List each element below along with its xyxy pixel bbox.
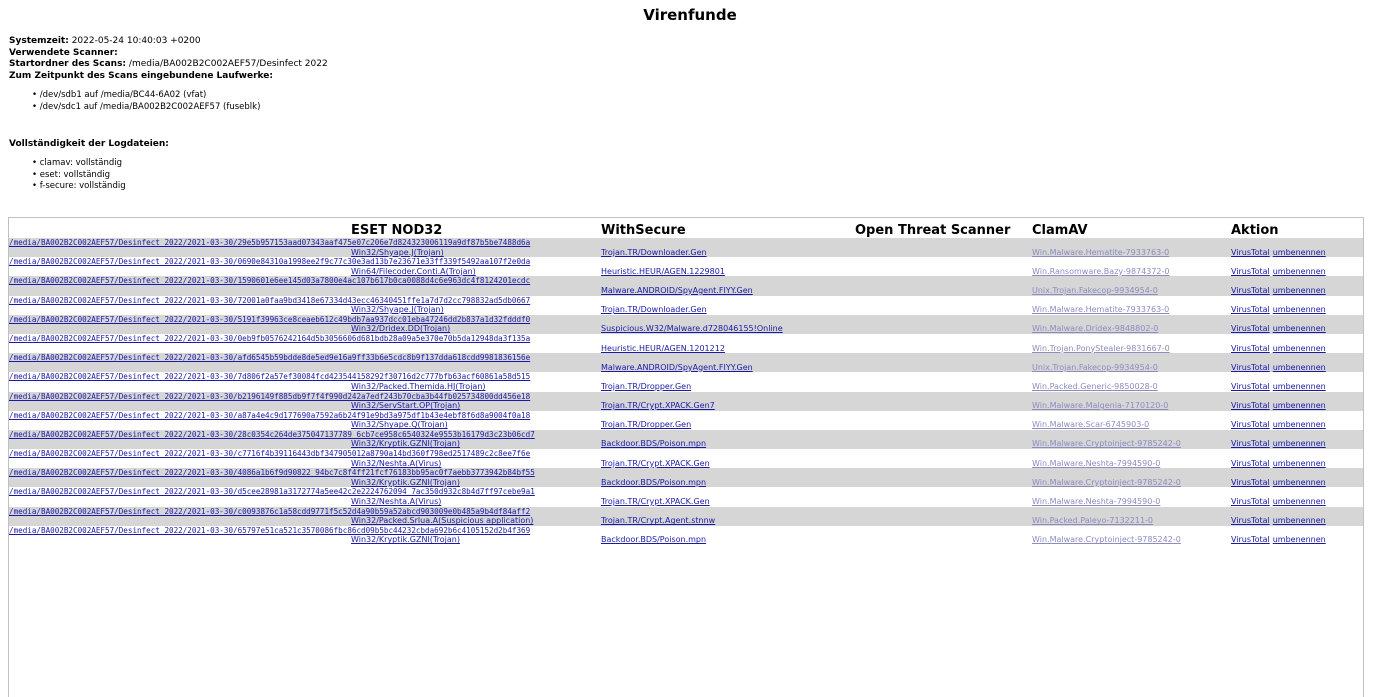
- ots-cell: [855, 382, 1032, 392]
- virustotal-link[interactable]: VirusTotal: [1231, 324, 1270, 334]
- eset-detection-link[interactable]: Win64/Filecoder.Conti.A(Trojan): [351, 266, 476, 276]
- action-cell: [1231, 382, 1363, 392]
- withsecure-cell: [601, 478, 855, 488]
- withsecure-detection-link[interactable]: Suspicious.W32/Malware.d728046155!Online: [601, 324, 783, 334]
- action-cell: [1231, 420, 1363, 430]
- rename-link[interactable]: umbenennen: [1272, 401, 1326, 411]
- spacer-cell: [9, 382, 351, 392]
- clamav-cell: [1032, 478, 1231, 488]
- detection-row: [9, 535, 1363, 545]
- file-path-link[interactable]: /media/BA002B2C002AEF57/Desinfect 2022/2021-03-30/29e5b957153aad07343aaf475e07c206e7d824323006119a9df87b5be7488d6a: [9, 238, 531, 247]
- results-body: [9, 238, 1363, 545]
- spacer-cell: [9, 516, 351, 526]
- ots-cell: [855, 344, 1032, 354]
- file-path-cell: [9, 257, 1363, 267]
- file-path-cell: [9, 411, 1363, 421]
- file-path-link[interactable]: /media/BA002B2C002AEF57/Desinfect 2022/2021-03-30/afd6545b59bdde8de5ed9e16a9ff33b6e5cdc8b9f137dda618cdd9981836156e: [9, 353, 531, 363]
- spacer-cell: [9, 401, 351, 411]
- withsecure-detection-link[interactable]: Backdoor.BDS/Poison.mpn: [601, 439, 707, 449]
- detection-row: [9, 248, 1363, 258]
- ots-cell: [855, 248, 1032, 258]
- completeness-item: • clamav: vollständig: [32, 158, 1380, 170]
- virustotal-link[interactable]: VirusTotal: [1231, 247, 1270, 257]
- results-table: [9, 218, 1363, 545]
- file-path-link[interactable]: /media/BA002B2C002AEF57/Desinfect 2022/2021-03-30/65797e51ca521c3570086fbc86cd09b5bc44232cbda692b6c4105152d2b4f369: [9, 525, 531, 535]
- rename-link[interactable]: umbenennen: [1272, 362, 1326, 372]
- withsecure-cell: [601, 439, 855, 449]
- clamav-detection-link[interactable]: Win.Malware.Malgenia-7170120-0: [1032, 401, 1169, 411]
- drive-item: • /dev/sdb1 auf /media/BC44-6A02 (vfat): [32, 90, 1380, 102]
- file-path-link[interactable]: /media/BA002B2C002AEF57/Desinfect 2022/2021-03-30/72001a0faa9bd3418e67334d43ecc46340451ffe1a7d7d2cc798832ad5db0667: [9, 295, 531, 305]
- eset-detection-link[interactable]: Win32/Kryptik.GZNI(Trojan): [351, 477, 460, 487]
- clamav-cell: [1032, 305, 1231, 315]
- completeness-item: • f-secure: vollständig: [32, 181, 1380, 193]
- eset-cell: [351, 478, 601, 488]
- file-path-row: [9, 353, 1363, 363]
- withsecure-cell: [601, 420, 855, 430]
- detection-row: [9, 344, 1363, 354]
- clamav-detection-link[interactable]: Win.Malware.Hematite-7933763-0: [1032, 247, 1170, 257]
- file-path-cell: [9, 507, 1363, 517]
- ots-cell: [855, 363, 1032, 373]
- eset-detection-link[interactable]: Win32/Shyape.Q(Trojan): [351, 420, 448, 430]
- file-path-row: [9, 487, 1363, 497]
- file-path-row: [9, 315, 1363, 325]
- eset-cell: [351, 248, 601, 258]
- file-path-cell: [9, 315, 1363, 325]
- systemzeit-value: 2022-05-24 10:40:03 +0200: [71, 36, 201, 46]
- withsecure-cell: [601, 344, 855, 354]
- clamav-detection-link[interactable]: Win.Malware.Hematite-7933763-0: [1032, 305, 1170, 315]
- spacer-cell: [9, 267, 351, 277]
- eset-header: ESET NOD32: [351, 223, 443, 238]
- startordner-line: [9, 59, 1380, 71]
- clamav-cell: [1032, 382, 1231, 392]
- ots-cell: [855, 286, 1032, 296]
- file-path-row: [9, 276, 1363, 286]
- virustotal-link[interactable]: VirusTotal: [1231, 477, 1270, 487]
- withsecure-cell: [601, 535, 855, 545]
- virustotal-link[interactable]: VirusTotal: [1231, 343, 1270, 353]
- spacer-cell: [9, 248, 351, 258]
- clamav-cell: [1032, 535, 1231, 545]
- ots-cell: [855, 267, 1032, 277]
- ots-header: Open Threat Scanner: [855, 223, 1011, 238]
- file-path-link[interactable]: /media/BA002B2C002AEF57/Desinfect 2022/2021-03-30/7d806f2a57ef30084fcd423544158292f30716d2c777bfb63acf60861a58d515: [9, 372, 531, 382]
- file-path-cell: [9, 276, 1363, 286]
- withsecure-cell: [601, 305, 855, 315]
- rename-link[interactable]: umbenennen: [1272, 497, 1326, 507]
- file-path-row: [9, 449, 1363, 459]
- action-cell: [1231, 324, 1363, 334]
- withsecure-cell: [601, 363, 855, 373]
- file-path-row: [9, 526, 1363, 536]
- eset-cell: [351, 324, 601, 334]
- file-path-cell: [9, 430, 1363, 440]
- file-path-cell: [9, 238, 1363, 248]
- detection-row: [9, 382, 1363, 392]
- withsecure-cell: [601, 267, 855, 277]
- virustotal-link[interactable]: VirusTotal: [1231, 401, 1270, 411]
- action-cell: [1231, 344, 1363, 354]
- scanner-line: [9, 48, 1380, 60]
- clamav-cell: [1032, 363, 1231, 373]
- file-path-cell: [9, 296, 1363, 306]
- systemzeit-label: Systemzeit:: [9, 36, 69, 46]
- file-path-row: [9, 257, 1363, 267]
- eset-cell: [351, 401, 601, 411]
- withsecure-detection-link[interactable]: Trojan.TR/Crypt.XPACK.Gen7: [601, 401, 715, 411]
- file-path-link[interactable]: /media/BA002B2C002AEF57/Desinfect 2022/2021-03-30/c7716f4b39116443dbf347905012a8790a14bd360f798ed2517489c2c8ee7f6e: [9, 449, 531, 459]
- file-path-row: [9, 334, 1363, 344]
- virustotal-link[interactable]: VirusTotal: [1231, 458, 1270, 468]
- clamav-cell: [1032, 401, 1231, 411]
- action-cell: [1231, 516, 1363, 526]
- clamav-cell: [1032, 497, 1231, 507]
- clamav-detection-link[interactable]: Win.Malware.Neshta-7994590-0: [1032, 458, 1161, 468]
- action-cell: [1231, 497, 1363, 507]
- rename-link[interactable]: umbenennen: [1272, 285, 1326, 295]
- drive-list: [32, 90, 1380, 113]
- detection-row: [9, 478, 1363, 488]
- file-path-row: [9, 372, 1363, 382]
- ots-cell: [855, 324, 1032, 334]
- withsecure-cell: [601, 382, 855, 392]
- virustotal-link[interactable]: VirusTotal: [1231, 535, 1270, 545]
- virustotal-link[interactable]: VirusTotal: [1231, 305, 1270, 315]
- clamav-detection-link[interactable]: Unix.Trojan.Fakecop-9934954-0: [1032, 362, 1158, 372]
- spacer-cell: [9, 363, 351, 373]
- file-path-row: [9, 507, 1363, 517]
- clamav-detection-link[interactable]: Win.Malware.Neshta-7994590-0: [1032, 497, 1161, 507]
- eset-cell: [351, 516, 601, 526]
- withsecure-cell: [601, 324, 855, 334]
- file-path-link[interactable]: /media/BA002B2C002AEF57/Desinfect 2022/2021-03-30/1590601e6ee145d03a7800e4ac107b617b0ca0088d4c6e963dc4f8124201ecdc: [9, 276, 531, 286]
- systemzeit-line: [9, 36, 1380, 48]
- clamav-cell: [1032, 267, 1231, 277]
- file-path-link[interactable]: /media/BA002B2C002AEF57/Desinfect 2022/2021-03-30/a87a4e4c9d177690a7592a6b24f91e9bd3a975df1b43e4ebf8f6d8a9004f0a18: [9, 410, 531, 420]
- rename-link[interactable]: umbenennen: [1272, 516, 1326, 526]
- action-cell: [1231, 267, 1363, 277]
- file-path-cell: [9, 392, 1363, 402]
- file-path-link[interactable]: /media/BA002B2C002AEF57/Desinfect 2022/2021-03-30/0eb9fb0576242164d5b3056606d681bdb28a09a5e370e70b5da12948da3f135a: [9, 333, 531, 343]
- eset-cell: [351, 459, 601, 469]
- startordner-label: Startordner des Scans:: [9, 59, 127, 69]
- rename-link[interactable]: umbenennen: [1272, 247, 1326, 257]
- eset-cell: [351, 305, 601, 315]
- virustotal-link[interactable]: VirusTotal: [1231, 285, 1270, 295]
- virustotal-link[interactable]: VirusTotal: [1231, 381, 1270, 391]
- eset-detection-link[interactable]: Win32/Kryptik.GZNI(Trojan): [351, 439, 460, 449]
- eset-cell: [351, 382, 601, 392]
- spacer-cell: [9, 478, 351, 488]
- file-path-link[interactable]: /media/BA002B2C002AEF57/Desinfect 2022/2021-03-30/d5cee28981a3172774a5ee42c2e2224762094 7ac350d932c8b4d7ff97cebe9a1: [9, 487, 535, 497]
- eset-cell: [351, 497, 601, 507]
- detection-row: [9, 363, 1363, 373]
- clamav-detection-link[interactable]: Unix.Trojan.Fakecop-9934954-0: [1032, 285, 1158, 295]
- spacer-cell: [9, 286, 351, 296]
- withsecure-detection-link[interactable]: Heuristic.HEUR/AGEN.1229801: [601, 266, 725, 276]
- eset-detection-link[interactable]: Win32/Neshta.A(Virus): [351, 497, 442, 507]
- withsecure-detection-link[interactable]: Backdoor.BDS/Poison.mpn: [601, 477, 707, 487]
- clamav-detection-link[interactable]: Win.Malware.Dridex-9848802-0: [1032, 324, 1159, 334]
- eset-detection-link[interactable]: Win32/Packed.Themida.HJ(Trojan): [351, 381, 486, 391]
- withsecure-cell: [601, 286, 855, 296]
- file-path-cell: [9, 334, 1363, 344]
- action-cell: [1231, 401, 1363, 411]
- rename-link[interactable]: umbenennen: [1272, 535, 1326, 545]
- withsecure-detection-link[interactable]: Malware.ANDROID/SpyAgent.FIYY.Gen: [601, 362, 753, 372]
- file-path-row: [9, 411, 1363, 421]
- action-cell: [1231, 363, 1363, 373]
- clamav-cell: [1032, 420, 1231, 430]
- file-path-link[interactable]: /media/BA002B2C002AEF57/Desinfect 2022/2021-03-30/c0093876c1a58cdd9771f5c52d4a90b59a52abcd903009e0b485a9b4df84aff2: [9, 506, 531, 516]
- laufwerke-line: [9, 71, 1380, 83]
- rename-link[interactable]: umbenennen: [1272, 266, 1326, 276]
- ots-cell: [855, 516, 1032, 526]
- spacer-cell: [9, 497, 351, 507]
- eset-cell: [351, 439, 601, 449]
- action-cell: [1231, 439, 1363, 449]
- detection-row: [9, 267, 1363, 277]
- clamav-cell: [1032, 248, 1231, 258]
- detection-row: [9, 324, 1363, 334]
- clamav-detection-link[interactable]: Win.Packed.Paleyo-7132211-0: [1032, 516, 1154, 526]
- eset-cell: [351, 344, 601, 354]
- virustotal-link[interactable]: VirusTotal: [1231, 420, 1270, 430]
- clamav-cell: [1032, 459, 1231, 469]
- file-path-row: [9, 238, 1363, 248]
- eset-detection-link[interactable]: Win32/Shyape.J(Trojan): [351, 247, 444, 257]
- action-cell: [1231, 305, 1363, 315]
- virustotal-link[interactable]: VirusTotal: [1231, 439, 1270, 449]
- scan-meta: [9, 36, 1380, 82]
- withsecure-cell: [601, 248, 855, 258]
- detection-row: [9, 401, 1363, 411]
- clamav-detection-link[interactable]: Win.Ransomware.Bazy-9874372-0: [1032, 266, 1170, 276]
- action-cell: [1231, 459, 1363, 469]
- virustotal-link[interactable]: VirusTotal: [1231, 516, 1270, 526]
- clamav-cell: [1032, 344, 1231, 354]
- action-cell: [1231, 248, 1363, 258]
- ots-cell: [855, 535, 1032, 545]
- file-path-cell: [9, 449, 1363, 459]
- rename-link[interactable]: umbenennen: [1272, 324, 1326, 334]
- file-path-cell: [9, 353, 1363, 363]
- rename-link[interactable]: umbenennen: [1272, 305, 1326, 315]
- clamav-header: ClamAV: [1032, 223, 1088, 238]
- virustotal-link[interactable]: VirusTotal: [1231, 266, 1270, 276]
- file-path-link[interactable]: /media/BA002B2C002AEF57/Desinfect 2022/2021-03-30/b2196149f885db9f7f4f990d242a7edf243b70cba3b44fb025734800dd456e18: [9, 391, 531, 401]
- action-cell: [1231, 535, 1363, 545]
- file-path-link[interactable]: /media/BA002B2C002AEF57/Desinfect 2022/2021-03-30/28c0354c264de375047137789 6cb7ce958c6540324e9553b16179d3c23b06cd7: [9, 429, 535, 439]
- file-path-link[interactable]: /media/BA002B2C002AEF57/Desinfect 2022/2021-03-30/4086a1b6f9d90822 94bc7c8f4ff21fcf76183bb95ac0f7aebb3773942b84bf55: [9, 468, 535, 478]
- withsecure-detection-link[interactable]: Trojan.TR/Crypt.Agent.stnnw: [601, 516, 716, 526]
- spacer-cell: [9, 324, 351, 334]
- withsecure-cell: [601, 401, 855, 411]
- drive-item: • /dev/sdc1 auf /media/BA002B2C002AEF57 (fuseblk): [32, 102, 1380, 114]
- withsecure-cell: [601, 497, 855, 507]
- withsecure-detection-link[interactable]: Trojan.TR/Crypt.XPACK.Gen: [601, 458, 710, 468]
- scanner-label: Verwendete Scanner:: [9, 47, 118, 58]
- rename-link[interactable]: umbenennen: [1272, 439, 1326, 449]
- file-path-cell: [9, 372, 1363, 382]
- spacer-cell: [9, 344, 351, 354]
- withsecure-detection-link[interactable]: Trojan.TR/Dropper.Gen: [601, 381, 692, 391]
- detection-row: [9, 516, 1363, 526]
- clamav-detection-link[interactable]: Win.Malware.Scar-6745903-0: [1032, 420, 1150, 430]
- action-cell: [1231, 478, 1363, 488]
- completeness-item: • eset: vollständig: [32, 170, 1380, 182]
- ots-cell: [855, 439, 1032, 449]
- completeness-title: Vollständigkeit der Logdateien:: [9, 139, 169, 149]
- clamav-detection-link[interactable]: Win.Malware.Cryptoinject-9785242-0: [1032, 477, 1181, 487]
- eset-cell: [351, 286, 601, 296]
- withsecure-detection-link[interactable]: Backdoor.BDS/Poison.mpn: [601, 535, 707, 545]
- rename-link[interactable]: umbenennen: [1272, 381, 1326, 391]
- withsecure-header: WithSecure: [601, 223, 686, 238]
- clamav-cell: [1032, 439, 1231, 449]
- detection-row: [9, 439, 1363, 449]
- file-path-link[interactable]: /media/BA002B2C002AEF57/Desinfect 2022/2021-03-30/5191f39963ce8ceaeb612c49bdb7aa937dcc01eba47246dd2b837a1d32fdddf0: [9, 314, 531, 324]
- ots-cell: [855, 420, 1032, 430]
- rename-link[interactable]: umbenennen: [1272, 420, 1326, 430]
- ots-cell: [855, 459, 1032, 469]
- eset-cell: [351, 535, 601, 545]
- eset-detection-link[interactable]: Win32/Shyape.J(Trojan): [351, 305, 444, 315]
- ots-cell: [855, 401, 1032, 411]
- eset-detection-link[interactable]: Win32/Packed.Srlua.A(Suspicious application): [351, 516, 534, 526]
- spacer-cell: [9, 459, 351, 469]
- file-path-row: [9, 392, 1363, 402]
- withsecure-cell: [601, 516, 855, 526]
- aktion-header: Aktion: [1231, 223, 1279, 238]
- clamav-cell: [1032, 516, 1231, 526]
- withsecure-detection-link[interactable]: Trojan.TR/Downloader.Gen: [601, 305, 707, 315]
- clamav-cell: [1032, 286, 1231, 296]
- spacer-cell: [9, 535, 351, 545]
- action-cell: [1231, 286, 1363, 296]
- file-path-row: [9, 468, 1363, 478]
- ots-cell: [855, 305, 1032, 315]
- file-path-cell: [9, 468, 1363, 478]
- clamav-detection-link[interactable]: Win.Packed.Generic-9850028-0: [1032, 381, 1158, 391]
- withsecure-detection-link[interactable]: Malware.ANDROID/SpyAgent.FIYY.Gen: [601, 285, 753, 295]
- file-path-row: [9, 296, 1363, 306]
- clamav-detection-link[interactable]: Win.Trojan.PonyStealer-9831667-0: [1032, 343, 1170, 353]
- table-header-row: [9, 218, 1363, 238]
- virustotal-link[interactable]: VirusTotal: [1231, 497, 1270, 507]
- ots-cell: [855, 478, 1032, 488]
- startordner-value: /media/BA002B2C002AEF57/Desinfect 2022: [128, 59, 328, 69]
- file-path-cell: [9, 526, 1363, 536]
- detection-row: [9, 459, 1363, 469]
- ots-cell: [855, 497, 1032, 507]
- rename-link[interactable]: umbenennen: [1272, 458, 1326, 468]
- eset-detection-link[interactable]: Win32/ServStart.OP(Trojan): [351, 401, 461, 411]
- withsecure-detection-link[interactable]: Trojan.TR/Dropper.Gen: [601, 420, 692, 430]
- clamav-detection-link[interactable]: Win.Malware.Cryptoinject-9785242-0: [1032, 535, 1181, 545]
- file-path-cell: [9, 487, 1363, 497]
- eset-detection-link[interactable]: Win32/Neshta.A(Virus): [351, 458, 442, 468]
- file-path-row: [9, 430, 1363, 440]
- spacer-header: [9, 218, 351, 238]
- eset-detection-link[interactable]: Win32/Kryptik.GZNI(Trojan): [351, 535, 460, 545]
- file-path-link[interactable]: /media/BA002B2C002AEF57/Desinfect 2022/2021-03-30/0690e84310a1998ee2f9c77c30e3ad13b7e23671e33ff339f5492aa107f2e0da: [9, 257, 531, 267]
- completeness-list: [32, 158, 1380, 193]
- detection-row: [9, 420, 1363, 430]
- page-title: Virenfunde: [643, 6, 737, 24]
- eset-cell: [351, 363, 601, 373]
- clamav-detection-link[interactable]: Win.Malware.Cryptoinject-9785242-0: [1032, 439, 1181, 449]
- results-table-container[interactable]: [8, 217, 1364, 697]
- eset-cell: [351, 420, 601, 430]
- spacer-cell: [9, 305, 351, 315]
- laufwerke-label: Zum Zeitpunkt des Scans eingebundene Laufwerke:: [9, 70, 273, 81]
- withsecure-detection-link[interactable]: Trojan.TR/Crypt.XPACK.Gen: [601, 497, 710, 507]
- withsecure-cell: [601, 459, 855, 469]
- withsecure-detection-link[interactable]: Trojan.TR/Downloader.Gen: [601, 247, 707, 257]
- withsecure-detection-link[interactable]: Heuristic.HEUR/AGEN.1201212: [601, 343, 725, 353]
- detection-row: [9, 305, 1363, 315]
- clamav-cell: [1032, 324, 1231, 334]
- detection-row: [9, 497, 1363, 507]
- eset-cell: [351, 267, 601, 277]
- rename-link[interactable]: umbenennen: [1272, 343, 1326, 353]
- rename-link[interactable]: umbenennen: [1272, 477, 1326, 487]
- spacer-cell: [9, 420, 351, 430]
- eset-detection-link[interactable]: Win32/Dridex.DD(Trojan): [351, 324, 451, 334]
- spacer-cell: [9, 439, 351, 449]
- virustotal-link[interactable]: VirusTotal: [1231, 362, 1270, 372]
- detection-row: [9, 286, 1363, 296]
